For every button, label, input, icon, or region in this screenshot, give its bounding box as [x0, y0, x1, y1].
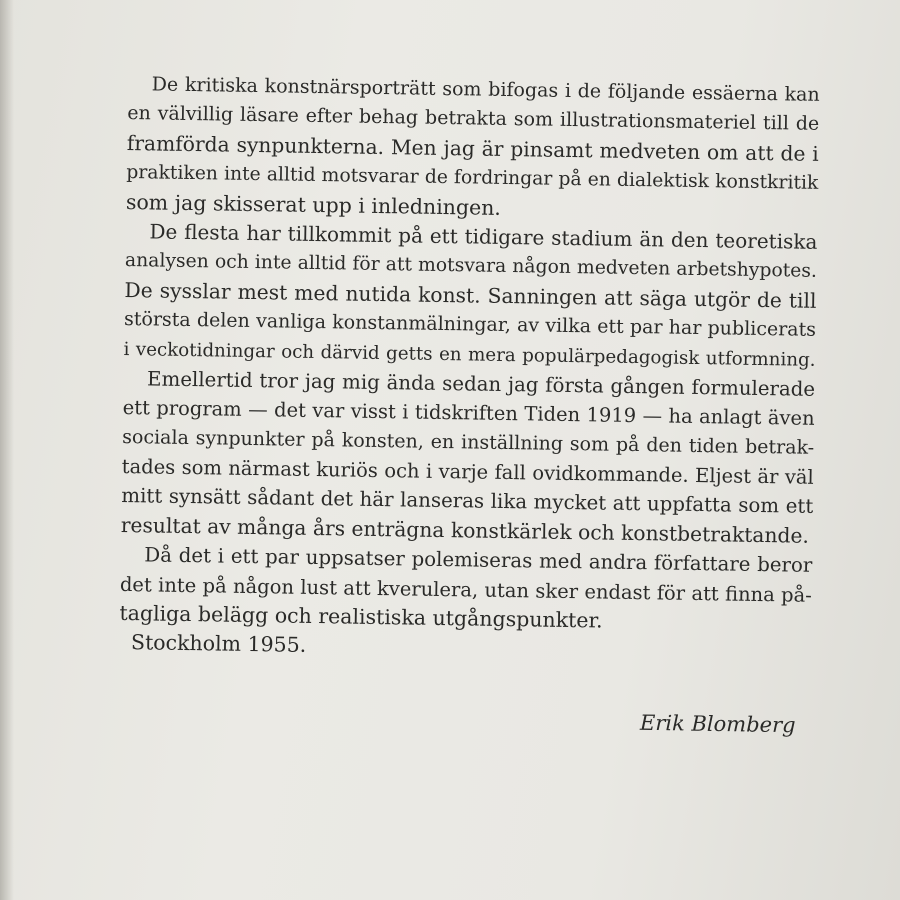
text-line: De flesta har tillkommit på ett tidigare stadium än den teoretiska [149, 219, 818, 254]
text-line: det inte på någon lust att kverulera, utan sker endast för att finna på- [119, 572, 813, 607]
text-line: resultat av många års enträgna konstkärlek och konstbetraktande. [120, 512, 810, 548]
text-line: i veckotidningar och därvid getts en mera populärpedagogisk utformning. [123, 338, 816, 371]
text-line: Då det i ett par uppsatser polemiseras med andra författare beror [144, 543, 813, 578]
text-line: tades som närmast kuriös och i varje fall ovidkommande. Eljest är väl [121, 455, 814, 489]
text-line: ett program — det var visst i tidskriften Tiden 1919 — ha anlagt även [122, 396, 815, 431]
text-line: sociala synpunkter på konsten, en inställning som på den tiden betrak- [122, 425, 815, 459]
place-date: Stockholm 1955. [130, 630, 307, 658]
author-signature: Erik Blomberg [639, 710, 796, 738]
preface-text [119, 70, 820, 669]
text-line: framförda synpunkterna. Men jag är pinsamt medveten om att de i [126, 130, 819, 166]
text-line: tagliga belägg och realistiska utgångspunkter. [119, 600, 603, 633]
text-line: De sysslar mest med nutida konst. Sanningen att säga utgör de till [124, 277, 817, 313]
text-line: analysen och inte alltid för att motsvara någon medveten arbetshypotes. [124, 250, 818, 283]
text-line: en välvillig läsare efter behag betrakta som illustrationsmateriel till de [127, 102, 820, 136]
text-line: Emellertid tror jag mig ända sedan jag första gången formulerade [146, 367, 816, 401]
text-line: största delen vanliga konstanmälningar, av vilka ett par har publicerats [123, 308, 817, 341]
text-line: mitt synsätt sådant det här lanseras lika mycket att uppfatta som ett [121, 484, 814, 519]
text-line: De kritiska konstnärsporträtt som bifogas i de följande essäerna kan [151, 73, 820, 106]
text-line: som jag skisserat upp i inledningen. [125, 189, 502, 220]
text-line: praktiken inte alltid motsvarar de fordringar på en dialektisk konstkritik [126, 162, 819, 195]
